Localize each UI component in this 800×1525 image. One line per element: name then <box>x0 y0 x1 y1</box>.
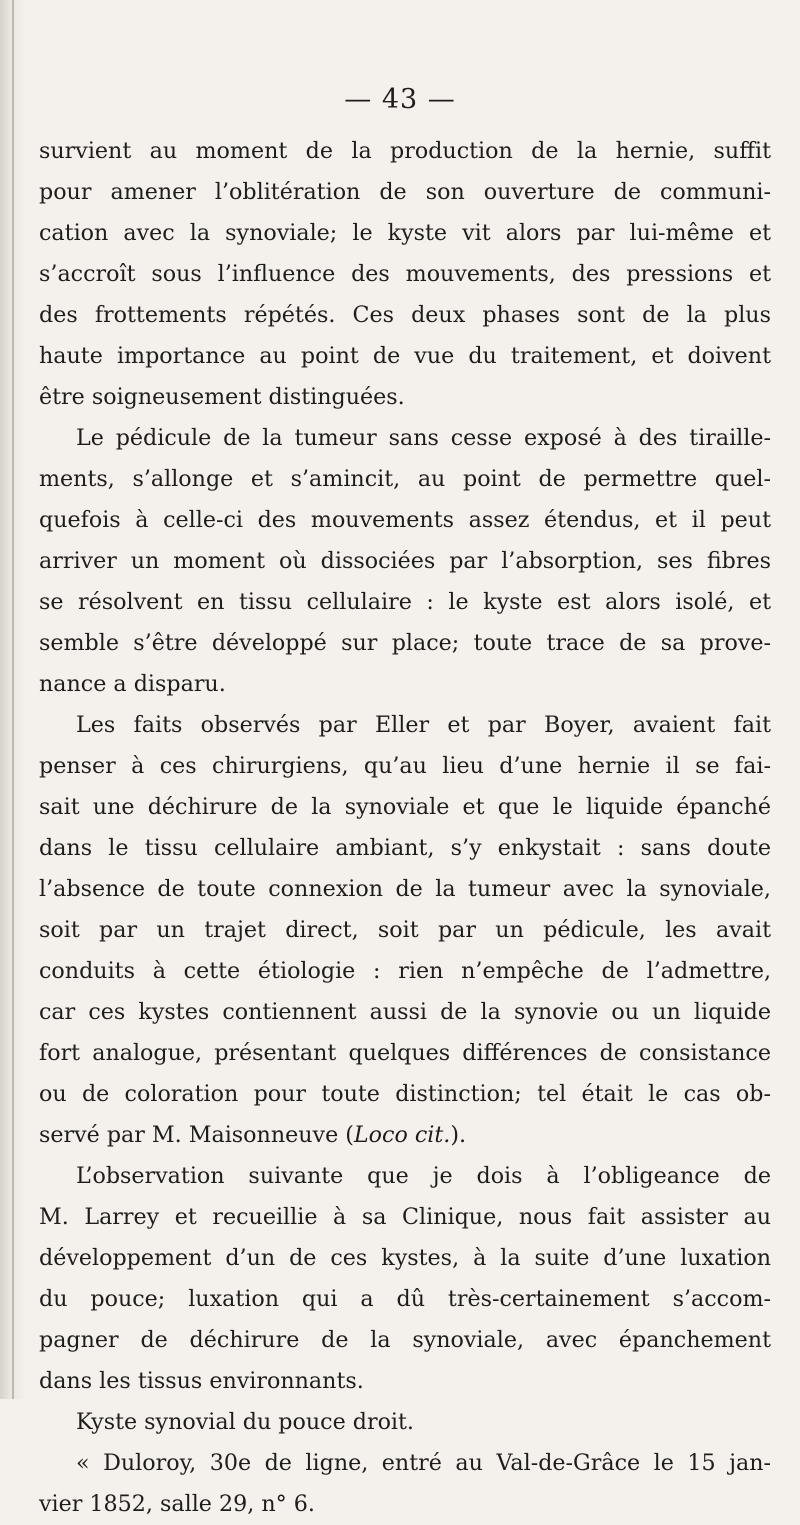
text-fragment: ). <box>450 1122 467 1148</box>
text-line: vier 1852, salle 29, n° 6. <box>39 1491 315 1517</box>
page-gutter-line <box>12 0 14 1399</box>
text-line: des frottements répétés. Ces deux phases sont de la plus <box>39 302 771 328</box>
text-line: M. Larrey et recueillie à sa Clinique, nous fait assister au <box>39 1204 771 1230</box>
text-line: soit par un trajet direct, soit par un pédicule, les avait <box>39 917 771 943</box>
text-line: pour amener l’oblitération de son ouverture de communi- <box>39 179 771 205</box>
text-line: quefois à celle-ci des mouvements assez étendus, et il peut <box>39 507 771 533</box>
text-line: cation avec la synoviale; le kyste vit alors par lui-même et <box>39 220 771 246</box>
text-line: ments, s’allonge et s’amincit, au point de permettre quel- <box>39 466 771 492</box>
text-line: fort analogue, présentant quelques différences de consistance <box>39 1040 771 1066</box>
text-line: du pouce; luxation qui a dû très-certainement s’accom- <box>39 1286 771 1312</box>
page-number: — 43 — <box>344 84 456 115</box>
text-line: ou de coloration pour toute distinction; tel était le cas ob- <box>39 1081 771 1107</box>
text-line: sait une déchirure de la synoviale et que le liquide épanché <box>39 794 771 820</box>
text-line: nance a disparu. <box>39 671 226 697</box>
text-line: dans le tissu cellulaire ambiant, s’y enkystait : sans doute <box>39 835 771 861</box>
section-heading: Kyste synovial du pouce droit. <box>76 1409 414 1435</box>
text-line: développement d’un de ces kystes, à la suite d’une luxation <box>39 1245 771 1271</box>
text-line: pagner de déchirure de la synoviale, avec épanchement <box>39 1327 771 1353</box>
text-line: se résolvent en tissu cellulaire : le kyste est alors isolé, et <box>39 589 771 615</box>
text-line: conduits à cette étiologie : rien n’empêche de l’admettre, <box>39 958 771 984</box>
text-line: dans les tissus environnants. <box>39 1368 364 1394</box>
text-line: s’accroît sous l’influence des mouvements, des pressions et <box>39 261 771 287</box>
text-line: l’absence de toute connexion de la tumeur avec la synoviale, <box>39 876 771 902</box>
text-line: penser à ces chirurgiens, qu’au lieu d’une hernie il se fai- <box>39 753 771 779</box>
text-line: être soigneusement distinguées. <box>39 384 405 410</box>
text-line: semble s’être développé sur place; toute trace de sa prove- <box>39 630 771 656</box>
italic-citation: Loco cit. <box>353 1122 451 1148</box>
text-line: survient au moment de la production de la hernie, suffit <box>39 138 771 164</box>
text-line: arriver un moment où dissociées par l’absorption, ses fibres <box>39 548 771 574</box>
text-line: Le pédicule de la tumeur sans cesse exposé à des tiraille- <box>76 425 771 451</box>
body-text <box>39 131 771 1525</box>
text-line: haute importance au point de vue du traitement, et doivent <box>39 343 771 369</box>
text-line <box>39 1115 771 1156</box>
text-line: car ces kystes contiennent aussi de la synovie ou un liquide <box>39 999 771 1025</box>
text-fragment: servé par M. Maisonneuve ( <box>39 1122 354 1148</box>
text-line: Les faits observés par Eller et par Boyer, avaient fait <box>76 712 771 738</box>
text-line: « Duloroy, 30e de ligne, entré au Val-de-Grâce le 15 jan- <box>76 1450 771 1476</box>
text-line: L’observation suivante que je dois à l’obligeance de <box>76 1163 771 1189</box>
